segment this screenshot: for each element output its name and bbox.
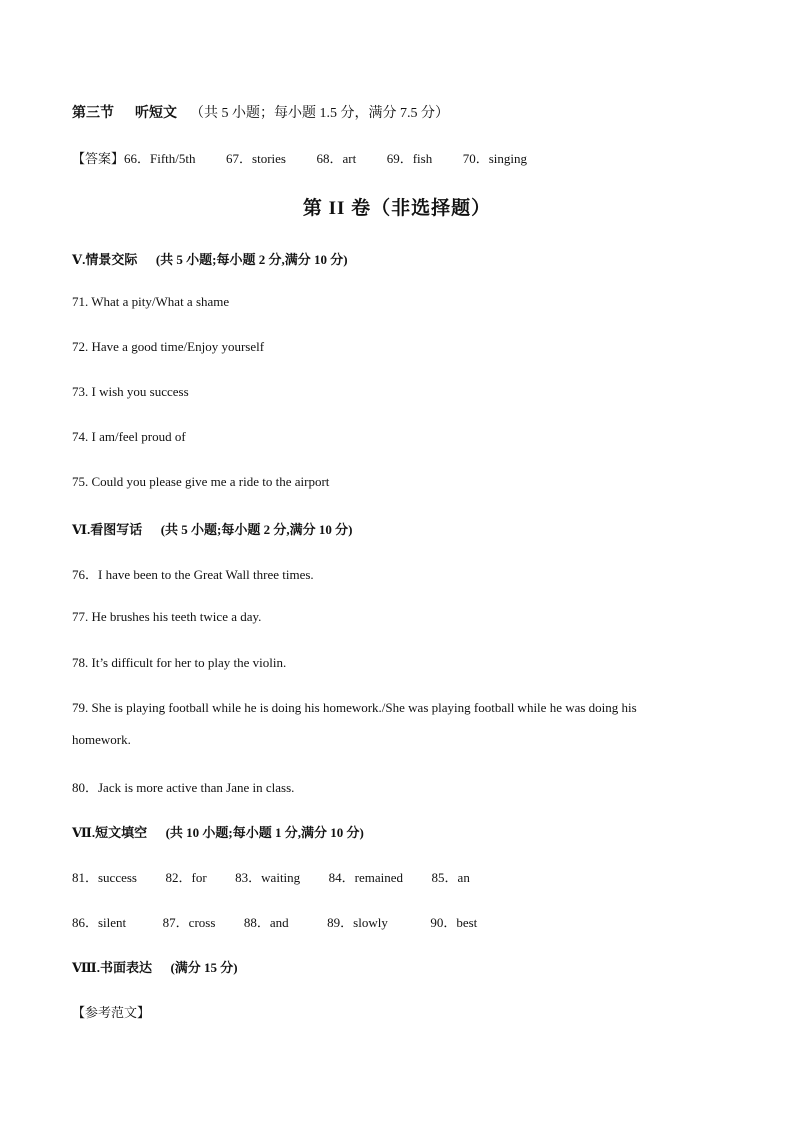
answer-87: 87．cross bbox=[162, 915, 216, 930]
part-8-desc: (满分 15 分) bbox=[170, 960, 238, 975]
answer-line-66-70 bbox=[72, 148, 527, 167]
answer-69: 69．fish bbox=[386, 151, 433, 166]
answer-row-86-90 bbox=[72, 912, 477, 931]
part-5-heading bbox=[72, 249, 348, 268]
section-3-heading bbox=[72, 102, 449, 122]
section-3-desc: （共 5 小题；每小题 1.5 分，满分 7.5 分） bbox=[190, 106, 449, 121]
answer-68: 68．art bbox=[316, 151, 357, 166]
answer-67: 67．stories bbox=[226, 151, 286, 166]
part-7-desc: (共 10 小题;每小题 1 分,满分 10 分) bbox=[165, 825, 364, 840]
answer-77: 77. He brushes his teeth twice a day. bbox=[72, 609, 262, 624]
answer-73: 73. I wish you success bbox=[72, 384, 189, 399]
answer-78: 78. It’s difficult for her to play the violin. bbox=[72, 655, 287, 670]
answer-89: 89．slowly bbox=[327, 915, 388, 930]
part-7-title: Ⅶ.短文填空 bbox=[72, 825, 148, 840]
answer-85: 85．an bbox=[431, 870, 470, 885]
part-8-title: Ⅷ.书面表达 bbox=[72, 960, 152, 975]
part-5-desc: (共 5 小题;每小题 2 分,满分 10 分) bbox=[155, 252, 348, 267]
answer-82: 82．for bbox=[165, 870, 207, 885]
answer-72: 72. Have a good time/Enjoy yourself bbox=[72, 339, 265, 354]
part-6-desc: (共 5 小题;每小题 2 分,满分 10 分) bbox=[160, 522, 353, 537]
answer-83: 83．waiting bbox=[235, 870, 301, 885]
section-3-label: 第三节 bbox=[72, 106, 114, 121]
answer-80: 80．Jack is more active than Jane in class. bbox=[72, 780, 295, 795]
answer-90: 90．best bbox=[430, 915, 478, 930]
answer-66: 66．Fifth/5th bbox=[124, 151, 196, 166]
answer-79: 79. She is playing football while he is doing his homework./She was playing football while he was doing his bbox=[72, 700, 637, 715]
part-5-title: Ⅴ.情景交际 bbox=[72, 252, 138, 267]
section-3-name: 听短文 bbox=[135, 106, 177, 121]
answer-81: 81．success bbox=[72, 870, 137, 885]
part-6-title: Ⅵ.看图写话 bbox=[72, 522, 143, 537]
answer-prefix: 【答案】 bbox=[72, 151, 125, 166]
answer-75: 75. Could you please give me a ride to the airport bbox=[72, 474, 330, 489]
part-7-heading bbox=[72, 822, 364, 841]
part-8-heading bbox=[72, 957, 238, 976]
answer-79-continued: homework. bbox=[72, 732, 131, 747]
answer-row-81-85 bbox=[72, 867, 470, 886]
paper-title: 第 II 卷（非选择题） bbox=[302, 198, 492, 219]
answer-70: 70．singing bbox=[462, 151, 528, 166]
part-6-heading bbox=[72, 519, 352, 538]
answer-88: 88．and bbox=[243, 915, 289, 930]
answer-76: 76．I have been to the Great Wall three times. bbox=[72, 567, 314, 582]
answer-74: 74. I am/feel proud of bbox=[72, 429, 186, 444]
answer-86: 86．silent bbox=[72, 915, 127, 930]
sample-essay-label: 【参考范文】 bbox=[72, 1005, 151, 1020]
answer-84: 84．remained bbox=[328, 870, 404, 885]
answer-71: 71. What a pity/What a shame bbox=[72, 294, 230, 309]
